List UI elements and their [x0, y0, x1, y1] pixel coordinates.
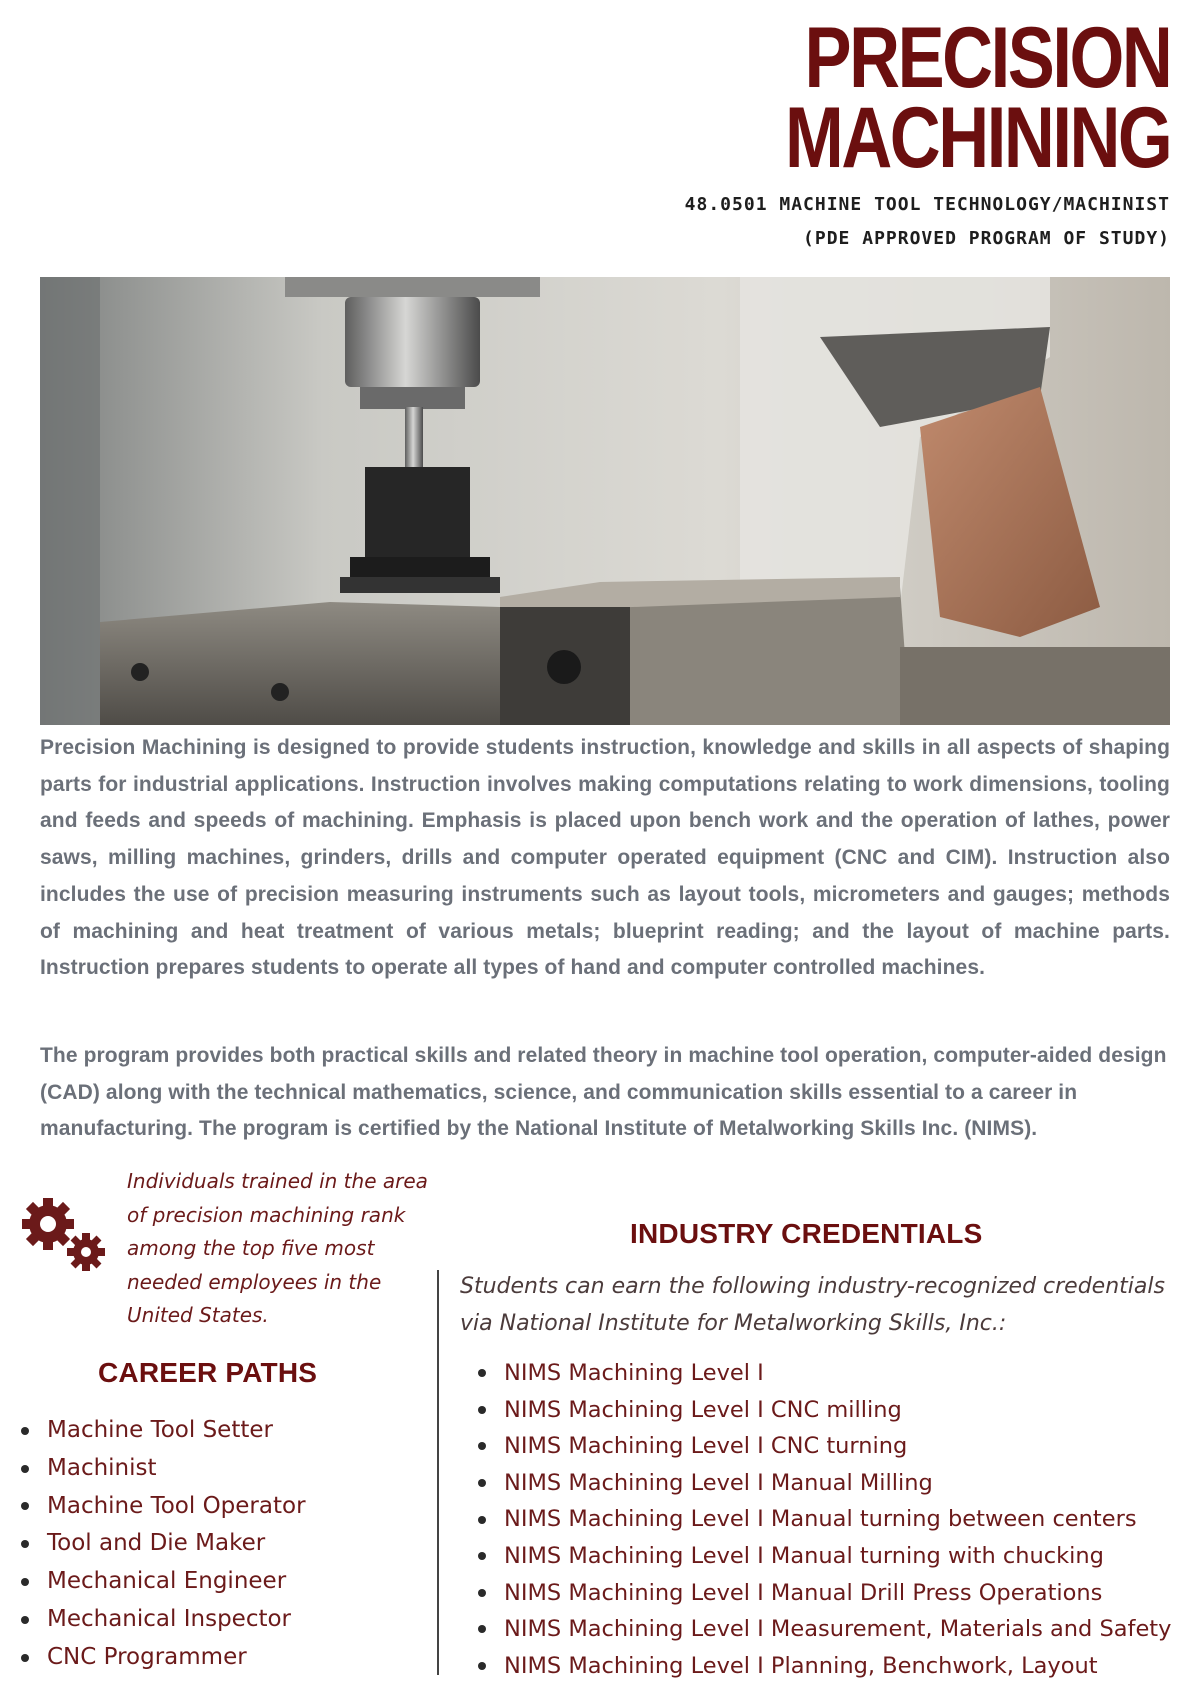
- industry-credentials-title: INDUSTRY CREDENTIALS: [630, 1218, 983, 1249]
- page-title-line-2: MACHINING: [784, 90, 1170, 186]
- program-certification-paragraph: The program provides both practical skills and related theory in machine tool operation, computer-aided design (CAD) along with the technical mathematics, science, and communication skills essential to a career in manufacturing. The program is certified by the National Institute of Metalworking Skills Inc. (NIMS).: [40, 1044, 1167, 1141]
- employment-callout-text: Individuals trained in the area of precision machining rank among the top five most needed employees in the United States.: [127, 1169, 428, 1327]
- list-item: Machinist: [47, 1450, 306, 1488]
- career-paths-title: CAREER PATHS: [98, 1357, 318, 1388]
- list-item: Machine Tool Setter: [47, 1412, 306, 1450]
- list-item: NIMS Machining Level I: [504, 1355, 1171, 1392]
- list-item: Mechanical Inspector: [47, 1601, 306, 1639]
- credentials-intro: Students can earn the following industry-recognized credentials via National Institute for Metalworking Skills, Inc.:: [460, 1274, 1165, 1336]
- list-item: NIMS Machining Level I Manual Milling: [504, 1465, 1171, 1502]
- list-item: CNC Programmer: [47, 1639, 306, 1677]
- page-title-line-1: PRECISION: [804, 10, 1170, 106]
- list-item: NIMS Machining Level I Manual turning between centers: [504, 1501, 1171, 1538]
- hero-photo-milling-machine: [40, 277, 1170, 725]
- list-item: NIMS Machining Level I Planning, Benchwork, Layout: [504, 1648, 1171, 1685]
- list-item: NIMS Machining Level I CNC milling: [504, 1392, 1171, 1429]
- column-divider: [437, 1270, 439, 1675]
- career-paths-list: [47, 1412, 306, 1677]
- title-block: [684, 10, 1170, 256]
- list-item: Mechanical Engineer: [47, 1563, 306, 1601]
- credentials-list: [504, 1355, 1171, 1684]
- milling-illustration: [40, 277, 1170, 725]
- list-item: Tool and Die Maker: [47, 1525, 306, 1563]
- list-item: NIMS Machining Level I Measurement, Materials and Safety: [504, 1611, 1171, 1648]
- program-description-paragraph: Precision Machining is designed to provide students instruction, knowledge and skills in all aspects of shaping parts for industrial applications. Instruction involves making computations relating to work dimensions, tooling and feeds and speeds of machining. Emphasis is placed upon bench work and the operation of lathes, power saws, milling machines, grinders, drills and computer operated equipment (CNC and CIM). Instruction also includes the use of precision measuring instruments such as layout tools, micrometers and gauges; methods of machining and heat treatment of various metals; blueprint reading; and the layout of machine parts. Instruction prepares students to operate all types of hand and computer controlled machines.: [40, 736, 1170, 980]
- gears-icon: [18, 1192, 110, 1272]
- list-item: NIMS Machining Level I Manual Drill Press Operations: [504, 1575, 1171, 1612]
- list-item: Machine Tool Operator: [47, 1488, 306, 1526]
- list-item: NIMS Machining Level I CNC turning: [504, 1428, 1171, 1465]
- approval-subtitle: (PDE APPROVED PROGRAM OF STUDY): [803, 228, 1170, 249]
- list-item: NIMS Machining Level I Manual turning with chucking: [504, 1538, 1171, 1575]
- cip-code-subtitle: 48.0501 MACHINE TOOL TECHNOLOGY/MACHINIST: [684, 194, 1170, 215]
